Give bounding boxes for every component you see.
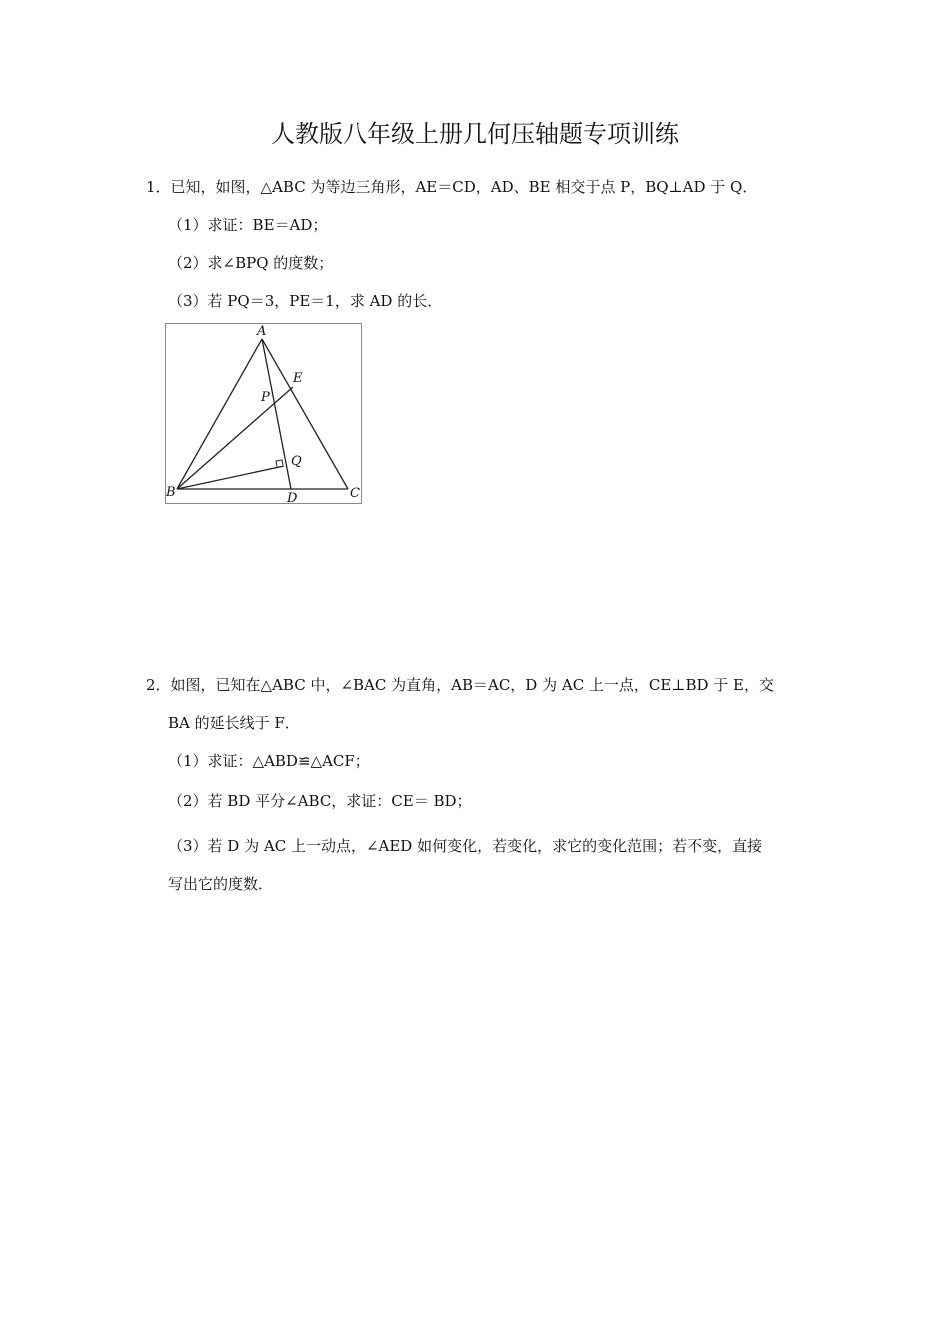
- segment-bq: [177, 466, 284, 489]
- problem-2-stem-line-1: 2．如图，已知在△ABC 中，∠BAC 为直角，AB＝AC，D 为 AC 上一点，CE⊥BD 于 E，交: [146, 676, 775, 694]
- segment-ac: [262, 339, 348, 489]
- problem-1-part-1: （1）求证：BE＝AD；: [168, 216, 328, 234]
- triangle-diagram: [165, 323, 362, 504]
- label-a: A: [257, 324, 267, 339]
- problem-2-part-2: （2）若 BD 平分∠ABC，求证：CE＝ BD；: [168, 792, 472, 810]
- segment-ab: [177, 339, 262, 489]
- label-d: D: [287, 491, 298, 504]
- label-q: Q: [291, 454, 302, 469]
- problem-2-part-3: （3）若 D 为 AC 上一动点，∠AED 如何变化，若变化，求它的变化范围；若不变，直接: [168, 837, 763, 855]
- page-title: 人教版八年级上册几何压轴题专项训练: [271, 120, 679, 148]
- problem-1-figure: [165, 323, 362, 504]
- segment-be: [177, 387, 293, 489]
- label-b: B: [166, 485, 176, 500]
- label-p: P: [261, 390, 270, 405]
- label-c: C: [350, 486, 360, 501]
- problem-1-part-2: （2）求∠BPQ 的度数；: [168, 254, 334, 272]
- problem-2-part-1: （1）求证：△ABD≌△ACF；: [168, 752, 370, 770]
- problem-1-part-3: （3）若 PQ＝3，PE＝1，求 AD 的长．: [168, 292, 443, 310]
- problem-1-stem: 1．已知，如图，△ABC 为等边三角形，AE＝CD，AD、BE 相交于点 P，BQ⊥AD 于 Q．: [146, 178, 758, 196]
- problem-2-stem-line-2: BA 的延长线于 F．: [168, 714, 300, 732]
- label-e: E: [293, 371, 303, 386]
- problem-2-part-3-continued: 写出它的度数．: [168, 875, 274, 893]
